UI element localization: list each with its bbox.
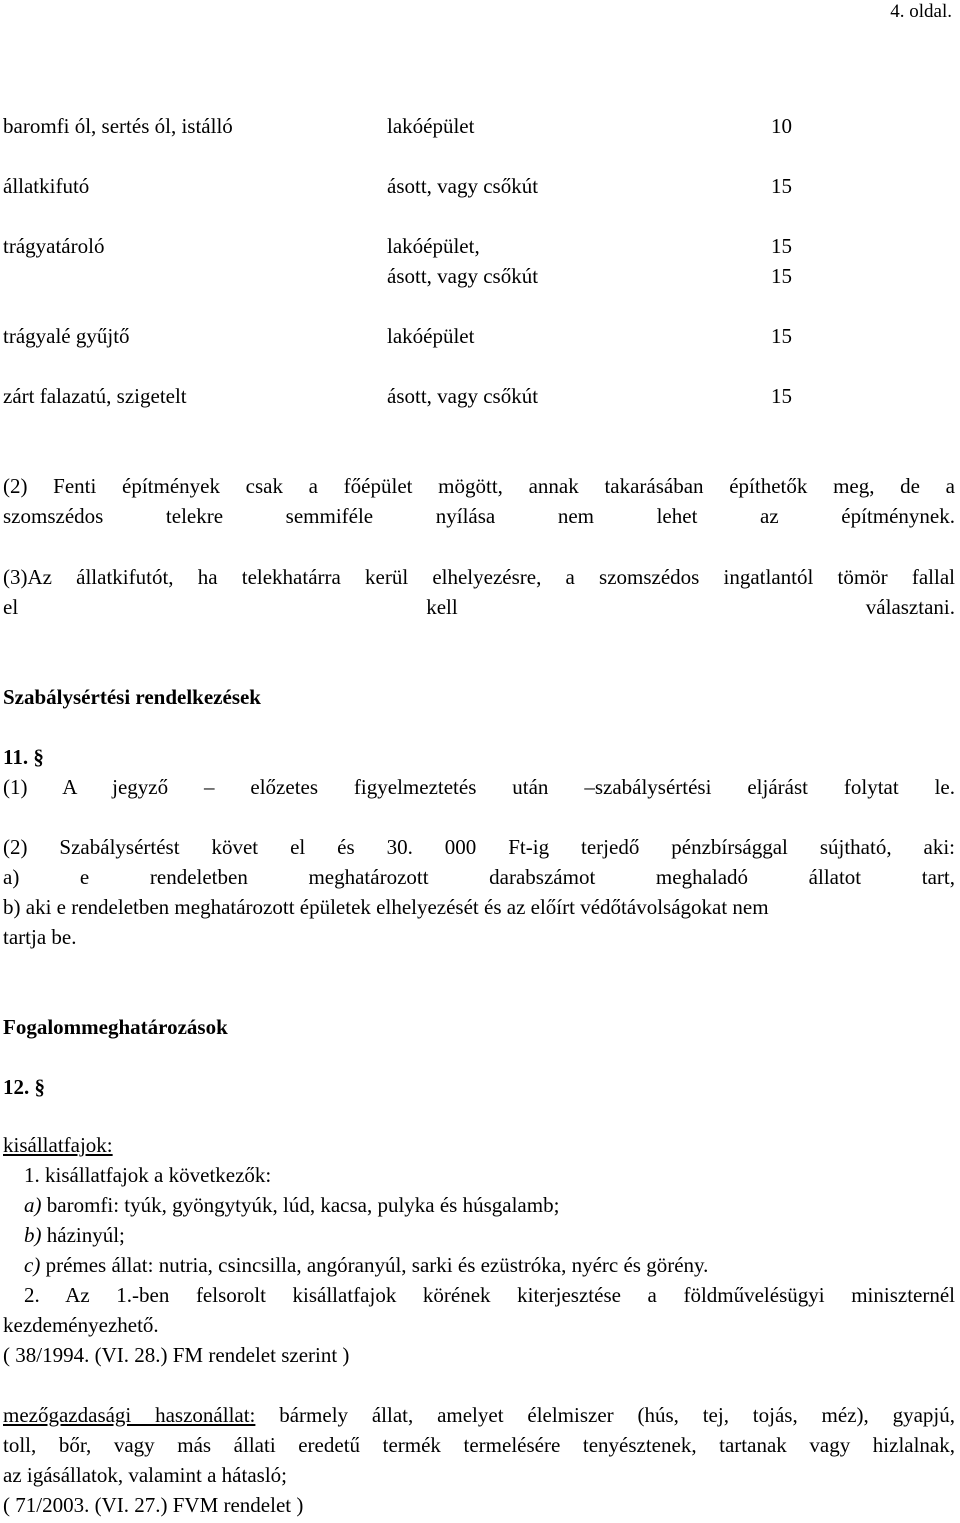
paragraph-3-line: el kell választani. bbox=[3, 595, 955, 619]
definition-list-item-2: kezdeményezhető. bbox=[3, 1313, 159, 1337]
definition-farm-animal bbox=[3, 1400, 955, 1430]
section-11-paragraph-2: (2) Szabálysértést követ el és 30. 000 Ft-ig terjedő pénzbírsággal sújtható, aki: bbox=[3, 835, 955, 859]
list-item-text: prémes állat: nutria, csincsilla, angóranyúl, sarki és ezüstróka, nyérc és görény. bbox=[40, 1253, 709, 1277]
page-number: 4. oldal. bbox=[890, 1, 952, 22]
definition-list-item-2: 2. Az 1.-ben felsorolt kisállatfajok körének kiterjesztése a földművelésügyi miniszternél bbox=[24, 1283, 955, 1307]
heading-definitions: Fogalommeghatározások bbox=[3, 1015, 228, 1039]
section-11-item-b: tartja be. bbox=[3, 925, 77, 949]
definition-farm-animal-line: toll, bőr, vagy más állati eredetű termék termelésére tenyésztenek, tartanak vagy hizlalnak, bbox=[3, 1433, 955, 1457]
list-item-text: házinyúl; bbox=[41, 1223, 125, 1247]
paragraph-2-line: (2) Fenti építmények csak a főépület mögött, annak takarásában építhetők meg, de a bbox=[3, 474, 955, 498]
table-row-building: zárt falazatú, szigetelt bbox=[3, 384, 187, 408]
legal-reference: ( 38/1994. (VI. 28.) FM rendelet szerint ) bbox=[3, 1343, 350, 1367]
definition-farm-animal-line: az igásállatok, valamint a hátasló; bbox=[3, 1463, 287, 1487]
table-row-distance: 15 bbox=[771, 384, 792, 408]
definition-list-item-a bbox=[24, 1190, 559, 1220]
table-row-distance: 10 bbox=[771, 114, 792, 138]
list-item-text: baromfi: tyúk, gyöngytyúk, lúd, kacsa, pulyka és húsgalamb; bbox=[41, 1193, 560, 1217]
table-row-building: állatkifutó bbox=[3, 174, 90, 198]
section-11-item-a: a) e rendeletben meghatározott darabszámot meghaladó állatot tart, bbox=[3, 865, 955, 889]
table-row-target: lakóépület bbox=[387, 324, 475, 348]
table-row-target: ásott, vagy csőkút bbox=[387, 264, 539, 288]
table-row-building: trágyatároló bbox=[3, 234, 105, 258]
table-row-target: lakóépület, bbox=[387, 234, 480, 258]
legal-reference: ( 71/2003. (VI. 27.) FVM rendelet ) bbox=[3, 1493, 304, 1517]
table-row-target: ásott, vagy csőkút bbox=[387, 174, 539, 198]
definition-term-farm-animal: mezőgazdasági haszonállat: bbox=[3, 1403, 256, 1427]
table-row-distance: 15 bbox=[771, 234, 792, 258]
table-row-target: lakóépület bbox=[387, 114, 475, 138]
heading-violations: Szabálysértési rendelkezések bbox=[3, 685, 261, 709]
definition-list-item-b bbox=[24, 1220, 125, 1250]
section-12-number: 12. § bbox=[3, 1072, 45, 1102]
table-row-building: trágyalé gyűjtő bbox=[3, 324, 130, 348]
definition-term-small-animals: kisállatfajok: bbox=[3, 1133, 113, 1157]
list-marker: b) bbox=[24, 1223, 42, 1247]
section-11-item-b: b) aki e rendeletben meghatározott épületek elhelyezését és az előírt védőtávolságokat nem bbox=[3, 895, 769, 919]
table-row-building: baromfi ól, sertés ól, istálló bbox=[3, 114, 233, 138]
paragraph-2-line: szomszédos telekre semmiféle nyílása nem lehet az építménynek. bbox=[3, 504, 955, 528]
section-11-number: 11. § bbox=[3, 742, 44, 772]
list-marker: a) bbox=[24, 1193, 42, 1217]
definition-list-intro: 1. kisállatfajok a következők: bbox=[24, 1163, 272, 1187]
table-row-distance: 15 bbox=[771, 324, 792, 348]
table-row-distance: 15 bbox=[771, 174, 792, 198]
list-marker: c) bbox=[24, 1253, 41, 1277]
definition-list-item-c bbox=[24, 1250, 708, 1280]
section-11-paragraph-1: (1) A jegyző – előzetes figyelmeztetés után –szabálysértési eljárást folytat le. bbox=[3, 775, 955, 799]
table-row-distance: 15 bbox=[771, 264, 792, 288]
paragraph-3-line: (3)Az állatkifutót, ha telekhatárra kerül elhelyezésre, a szomszédos ingatlantól tömör fallal bbox=[3, 565, 955, 589]
table-row-target: ásott, vagy csőkút bbox=[387, 384, 539, 408]
definition-text: bármely állat, amelyet élelmiszer (hús, tej, tojás, méz), gyapjú, bbox=[255, 1403, 955, 1427]
